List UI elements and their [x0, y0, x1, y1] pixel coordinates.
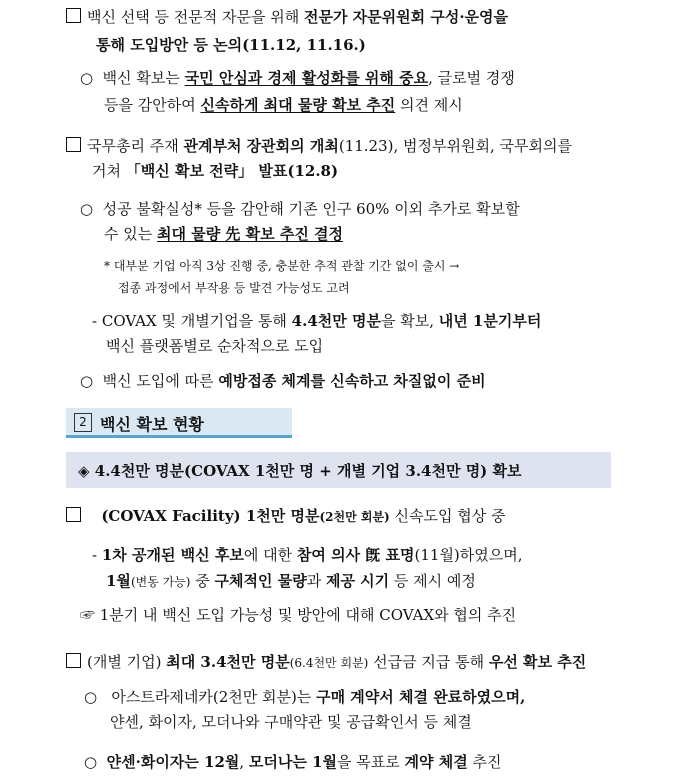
- section-header: [66, 408, 292, 438]
- circle-item: ○ 백신 확보는 국민 안심과 경제 활성화를 위해 중요, 글로벌 경쟁: [80, 69, 515, 87]
- circle-item: ○ 아스트라제네카(2천만 회분)는 구매 계약서 체결 완료하였으며,: [84, 688, 526, 706]
- bullet-line: 백신 선택 등 전문적 자문을 위해 전문가 자문위원회 구성·운영을: [66, 7, 508, 27]
- section-title: 백신 확보 현황: [100, 415, 204, 434]
- checkbox-square-icon: [66, 507, 81, 522]
- circle-item-cont: 얀센, 화이자, 모더나와 구매약관 및 공급확인서 등 체결: [110, 713, 472, 731]
- bullet-line: 국무총리 주재 관계부처 장관회의 개최(11.23), 범정부위원회, 국무회의를: [66, 136, 572, 156]
- footnote-line: * 대부분 기업 아직 3상 진행 중, 충분한 추적 관찰 기간 없이 출시 →: [104, 259, 460, 273]
- circle-item: ○ 백신 도입에 따른 예방접종 체계를 신속하고 차질없이 준비: [80, 372, 486, 390]
- checkbox-square-icon: [66, 137, 81, 152]
- circle-item: ○ 얀센·화이자는 12월, 모더나는 1월을 목표로 계약 체결 추진: [84, 753, 502, 771]
- checkbox-square-icon: [66, 653, 81, 668]
- pointer-note: ☞ 1분기 내 백신 도입 가능성 및 방안에 대해 COVAX와 협의 추진: [80, 606, 517, 624]
- dash-item-cont: 백신 플랫폼별로 순차적으로 도입: [106, 337, 324, 355]
- circle-item-cont: 수 있는 최대 물량 先 확보 추진 결정: [104, 225, 344, 243]
- dash-item: - COVAX 및 개별기업을 통해 4.4천만 명분을 확보, 내년 1분기부터: [92, 312, 542, 330]
- circle-item-cont: 등을 감안하여 신속하게 최대 물량 확보 추진 의견 제시: [104, 96, 463, 114]
- summary-text: ◈ 4.4천만 명분(COVAX 1천만 명 + 개별 기업 3.4천만 명) 확보: [78, 462, 522, 480]
- section-number: 2: [74, 413, 92, 432]
- dash-item-cont: 1월(변동 가능) 중 구체적인 물량과 제공 시기 등 제시 예정: [106, 572, 476, 590]
- bullet-line-cont: 거쳐 「백신 확보 전략」 발표(12.8): [92, 162, 339, 180]
- dash-item: - 1차 공개된 백신 후보에 대한 참여 의사 旣 표명(11월)하였으며,: [92, 546, 523, 564]
- summary-bar: [66, 452, 611, 488]
- checkbox-square-icon: [66, 8, 81, 23]
- bullet-line: (COVAX Facility) 1천만 명분(2천만 회분) 신속도입 협상 중: [66, 506, 506, 527]
- bullet-line-cont: 통해 도입방안 등 논의(11.12, 11.16.): [96, 36, 366, 54]
- footnote-line-cont: 접종 과정에서 부작용 등 발견 가능성도 고려: [118, 281, 350, 295]
- circle-item: ○ 성공 불확실성* 등을 감안해 기존 인구 60% 이외 추가로 확보할: [80, 200, 520, 218]
- bullet-line: (개별 기업) 최대 3.4천만 명분(6.4천만 회분) 선급금 지급 통해 우선 확보 추진: [66, 652, 586, 673]
